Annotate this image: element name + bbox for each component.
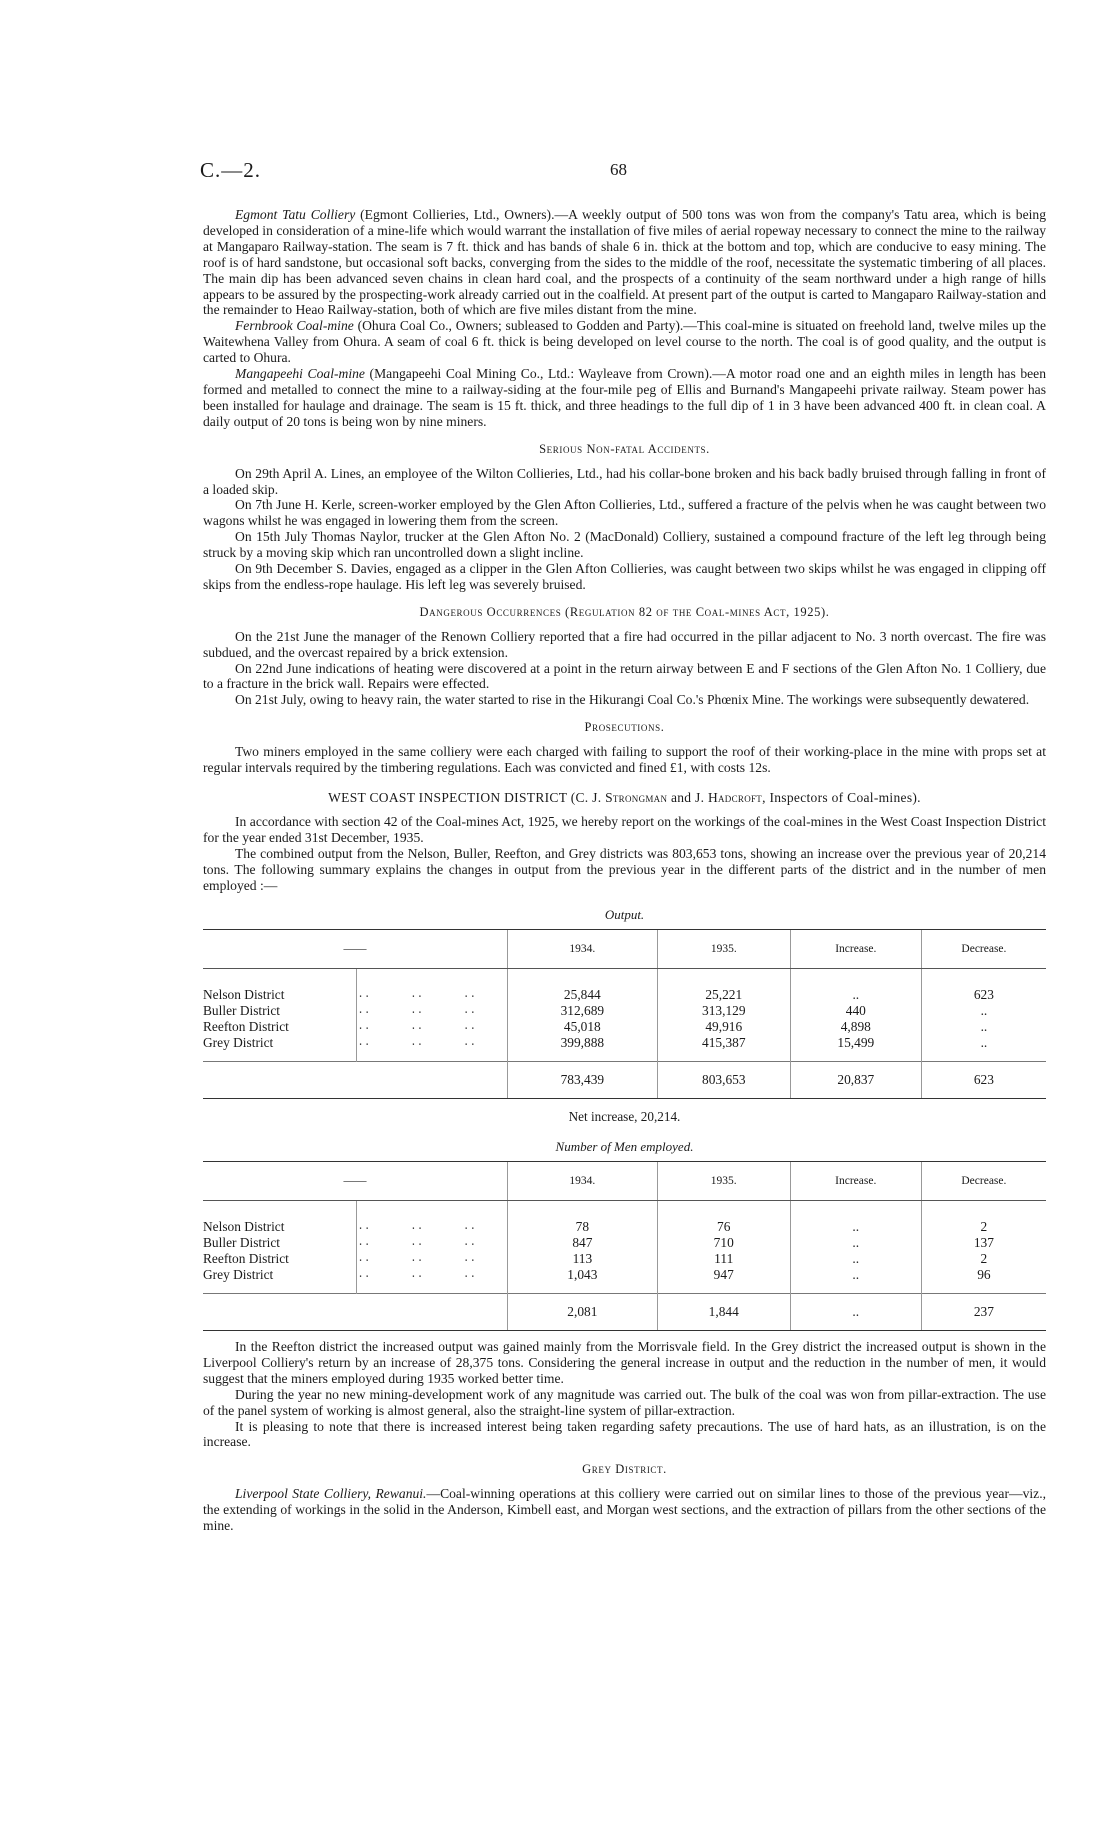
column-header: Decrease.	[921, 930, 1046, 969]
accident-paragraph: On 9th December S. Davies, engaged as a clipper in the Glen Afton Collieries, was caught between two skips whilst he was engaged in clipping off skips from the endless-rope haulage. His left leg was severely bruised.	[203, 561, 1046, 592]
table-header-row	[203, 930, 1046, 969]
district-cell: Nelson District	[203, 1218, 285, 1234]
cell-decrease: 623	[921, 969, 1046, 1004]
cell-1934: 1,043	[507, 1267, 657, 1294]
cell-1935: 25,221	[657, 969, 790, 1004]
prosecution-paragraph: Two miners employed in the same colliery were each charged with failing to support the roof of their working-place in the mine with props set at regular intervals required by the timbering regulations. Each was convicted and fined £1, with costs 12s.	[203, 744, 1046, 776]
colliery-title: Fernbrook Coal-mine	[235, 318, 354, 334]
accident-paragraph: On 15th July Thomas Naylor, trucker at the Glen Afton No. 2 (MacDonald) Colliery, sustained a compound fracture of the left leg through being struck by a moving skip which ran uncontrolled down a slight incline.	[203, 529, 1046, 561]
leader-dots: .. .. ..	[357, 1200, 508, 1235]
district-cell: Grey District	[203, 1035, 274, 1051]
section-heading-west-coast	[203, 790, 1046, 806]
table-row	[203, 969, 1046, 1004]
cell-1934: 847	[507, 1235, 657, 1251]
total-1935: 803,653	[657, 1062, 790, 1099]
cell-increase: ..	[790, 1267, 921, 1294]
total-decrease: 623	[921, 1062, 1046, 1099]
total-1934: 2,081	[507, 1293, 657, 1330]
paragraph-text: (Mangapeehi Coal Mining Co., Ltd.: Wayleave from Crown).—A motor road one and an eighth miles in length has been formed and metalled to connect the mine to a railway-siding at the four-mile peg of Ellis and Burnand's Mangapeehi private railway. Steam power has been installed for haulage and drainage. The seam is 15 ft. thick, and three headings to the full dip of 1 in 3 have been advanced 400 ft. in clean coal. A daily output of 20 tons is being won by nine miners.	[203, 366, 1046, 429]
cell-1935: 111	[657, 1251, 790, 1267]
cell-decrease: ..	[921, 1003, 1046, 1019]
total-decrease: 237	[921, 1293, 1046, 1330]
cell-1934: 45,018	[507, 1019, 657, 1035]
paragraph-fernbrook	[203, 318, 1046, 366]
total-1935: 1,844	[657, 1293, 790, 1330]
cell-decrease: 137	[921, 1235, 1046, 1251]
section-heading-accidents: Serious Non-fatal Accidents.	[539, 441, 710, 456]
colliery-title: Egmont Tatu Colliery	[235, 207, 356, 222]
district-cell: Buller District	[203, 1234, 280, 1250]
section-heading-grey-district: Grey District.	[582, 1462, 667, 1477]
page-number: 68	[610, 160, 627, 179]
cell-decrease: 96	[921, 1267, 1046, 1294]
cell-1935: 49,916	[657, 1019, 790, 1035]
net-increase-note: Net increase, 20,214.	[568, 1109, 681, 1125]
inspector-name: Hadcroft	[707, 790, 763, 805]
summary-paragraph: It is pleasing to note that there is increased interest being taken regarding safety precautions. The use of hard hats, as an illustration, is on the increase.	[203, 1418, 1046, 1450]
column-header: Increase.	[790, 1162, 921, 1201]
table-row	[203, 1200, 1046, 1235]
column-header: ——	[203, 930, 507, 969]
table-header-row	[203, 1162, 1046, 1201]
total-label-cell	[203, 1062, 507, 1099]
district-cell: Nelson District	[203, 987, 285, 1003]
cell-1935: 313,129	[657, 1003, 790, 1019]
leader-dots: .. .. ..	[357, 1267, 508, 1294]
cell-1935: 76	[657, 1200, 790, 1235]
heading-text: , Inspectors of Coal-mines).	[762, 790, 921, 805]
table-row	[203, 1251, 1046, 1267]
cell-decrease: 2	[921, 1200, 1046, 1235]
column-header: 1935.	[657, 930, 790, 969]
total-label-cell	[203, 1293, 507, 1330]
district-cell: Reefton District	[203, 1019, 289, 1035]
cell-increase: ..	[790, 1235, 921, 1251]
leader-dots: .. .. ..	[357, 969, 508, 1004]
cell-1934: 399,888	[507, 1035, 657, 1062]
cell-1935: 710	[657, 1235, 790, 1251]
section-heading-dangerous-occurrences: Dangerous Occurrences (Regulation 82 of the Coal-mines Act, 1925).	[419, 604, 830, 619]
west-coast-paragraph: In accordance with section 42 of the Coal-mines Act, 1925, we hereby report on the workings of the coal-mines in the West Coast Inspection District for the year ended 31st December, 1935.	[203, 813, 1046, 845]
cell-1934: 113	[507, 1251, 657, 1267]
district-cell: Grey District	[203, 1266, 274, 1282]
occurrence-paragraph: On the 21st June the manager of the Renown Colliery reported that a fire had occurred in the pillar adjacent to No. 3 north overcast. The fire was subdued, and the overcast repaired by a brick extension.	[203, 628, 1046, 660]
table-total-row	[203, 1062, 1046, 1099]
accident-paragraph: On 7th June H. Kerle, screen-worker employed by the Glen Afton Collieries, Ltd., suffered a fracture of the pelvis when he was caught between two wagons whilst he was engaged in lowering them from the screen.	[203, 497, 1046, 529]
men-table-title: Number of Men employed.	[555, 1139, 694, 1155]
output-table-title: Output.	[604, 907, 645, 923]
district-cell: Reefton District	[203, 1250, 289, 1266]
grey-district-paragraph	[203, 1486, 1046, 1534]
cell-1935: 415,387	[657, 1035, 790, 1062]
cell-increase: ..	[790, 1200, 921, 1235]
total-increase: ..	[790, 1293, 921, 1330]
column-header: ——	[203, 1162, 507, 1201]
leader-dots: .. .. ..	[357, 1235, 508, 1251]
occurrence-paragraph: On 22nd June indications of heating were discovered at a point in the return airway between E and F sections of the Glen Afton No. 1 Colliery, due to a fracture in the brick wall. Repairs were effected.	[203, 660, 1046, 692]
page-header	[0, 158, 1114, 186]
heading-text: WEST COAST INSPECTION DISTRICT (C. J.	[328, 790, 606, 805]
table-row	[203, 1267, 1046, 1294]
colliery-title: Mangapeehi Coal-mine	[235, 366, 365, 382]
heading-text: and J.	[667, 790, 708, 805]
cell-1934: 78	[507, 1200, 657, 1235]
paragraph-text: —Coal-winning operations at this colliery were carried out on similar lines to those of the previous year—viz., the extending of workings in the solid in the Anderson, Kimbell east, and Morgan west sections, and the extraction of pillars from the other sections of the mine.	[203, 1486, 1046, 1534]
paragraph-text: (Ohura Coal Co., Owners; subleased to Godden and Party).—This coal-mine is situated on freehold land, twelve miles up the Waitewhena Valley from Ohura. A seam of coal 6 ft. thick is being developed on level course to the north. The coal is of good quality, and the output is carted to Ohura.	[203, 318, 1046, 366]
paragraph-egmont-tatu	[203, 207, 1046, 318]
table-row	[203, 1035, 1046, 1062]
district-cell: Buller District	[203, 1003, 280, 1019]
paragraph-text: (Egmont Collieries, Ltd., Owners).—A weekly output of 500 tons was won from the company's Tatu area, which is being developed in consideration of a mine-life which would warrant the installation of five miles of aerial ropeway necessary to connect the mine to the railway at Mangaparo Railway-station. The seam is 7 ft. thick and has bands of shale 6 in. thick at the bottom and top, which are conducive to easy mining. The roof is of hard sandstone, but occasional soft backs, converging from the sides to the middle of the roof, necessitate the systematic timbering of all places. The main dip has been advanced seven chains in clean hard coal, and the prospects of a continuity of the seam northward under a high range of hills appears to be assured by the prospecting-work already carried out in the coalfield. At present part of the output is carted to Mangaparo Railway-station and the remainder to Heao Railway-station, both of which are five miles distant from the mine.	[203, 207, 1046, 318]
column-header: 1934.	[507, 1162, 657, 1201]
table-row	[203, 1235, 1046, 1251]
leader-dots: .. .. ..	[357, 1019, 508, 1035]
cell-decrease: ..	[921, 1035, 1046, 1062]
cell-decrease: 2	[921, 1251, 1046, 1267]
summary-paragraph: In the Reefton district the increased output was gained mainly from the Morrisvale field. In the Grey district the increased output is shown in the Liverpool Colliery's return by an increase of 28,375 tons. Considering the general increase in output and the reduction in the number of men, it would suggest that the miners employed during 1935 worked better time.	[203, 1338, 1046, 1386]
cell-decrease: ..	[921, 1019, 1046, 1035]
page-content	[203, 207, 1046, 1534]
cell-1934: 25,844	[507, 969, 657, 1004]
colliery-title: Liverpool State Colliery, Rewanui.	[235, 1486, 427, 1502]
table-row	[203, 1019, 1046, 1035]
occurrence-paragraph: On 21st July, owing to heavy rain, the water started to rise in the Hikurangi Coal Co.'s Phœnix Mine. The workings were subsequently dewatered.	[235, 692, 1030, 708]
west-coast-paragraph: The combined output from the Nelson, Buller, Reefton, and Grey districts was 803,653 tons, showing an increase over the previous year of 20,214 tons. The following summary explains the changes in output from the previous year in the different parts of the district and in the number of men employed :—	[203, 845, 1046, 893]
cell-1935: 947	[657, 1267, 790, 1294]
total-1934: 783,439	[507, 1062, 657, 1099]
inspector-name: Strongman	[605, 790, 668, 805]
cell-increase: 4,898	[790, 1019, 921, 1035]
column-header: 1935.	[657, 1162, 790, 1201]
table-total-row	[203, 1293, 1046, 1330]
total-increase: 20,837	[790, 1062, 921, 1099]
summary-paragraph: During the year no new mining-development work of any magnitude was carried out. The bulk of the coal was won from pillar-extraction. The use of the panel system of working is almost general, also the straight-line system of pillar-extraction.	[203, 1386, 1046, 1418]
section-heading-prosecutions: Prosecutions.	[584, 720, 665, 735]
document-reference: C.—2.	[200, 158, 262, 182]
table-row	[203, 1003, 1046, 1019]
leader-dots: .. .. ..	[357, 1035, 508, 1062]
leader-dots: .. .. ..	[357, 1251, 508, 1267]
accident-paragraph: On 29th April A. Lines, an employee of the Wilton Collieries, Ltd., had his collar-bone broken and his back badly bruised through falling in front of a loaded skip.	[203, 465, 1046, 497]
column-header: 1934.	[507, 930, 657, 969]
cell-increase: 440	[790, 1003, 921, 1019]
paragraph-mangapeehi	[203, 366, 1046, 430]
men-employed-table	[203, 1161, 1046, 1331]
column-header: Increase.	[790, 930, 921, 969]
cell-1934: 312,689	[507, 1003, 657, 1019]
cell-increase: ..	[790, 969, 921, 1004]
output-table	[203, 929, 1046, 1099]
column-header: Decrease.	[921, 1162, 1046, 1201]
cell-increase: 15,499	[790, 1035, 921, 1062]
cell-increase: ..	[790, 1251, 921, 1267]
leader-dots: .. .. ..	[357, 1003, 508, 1019]
